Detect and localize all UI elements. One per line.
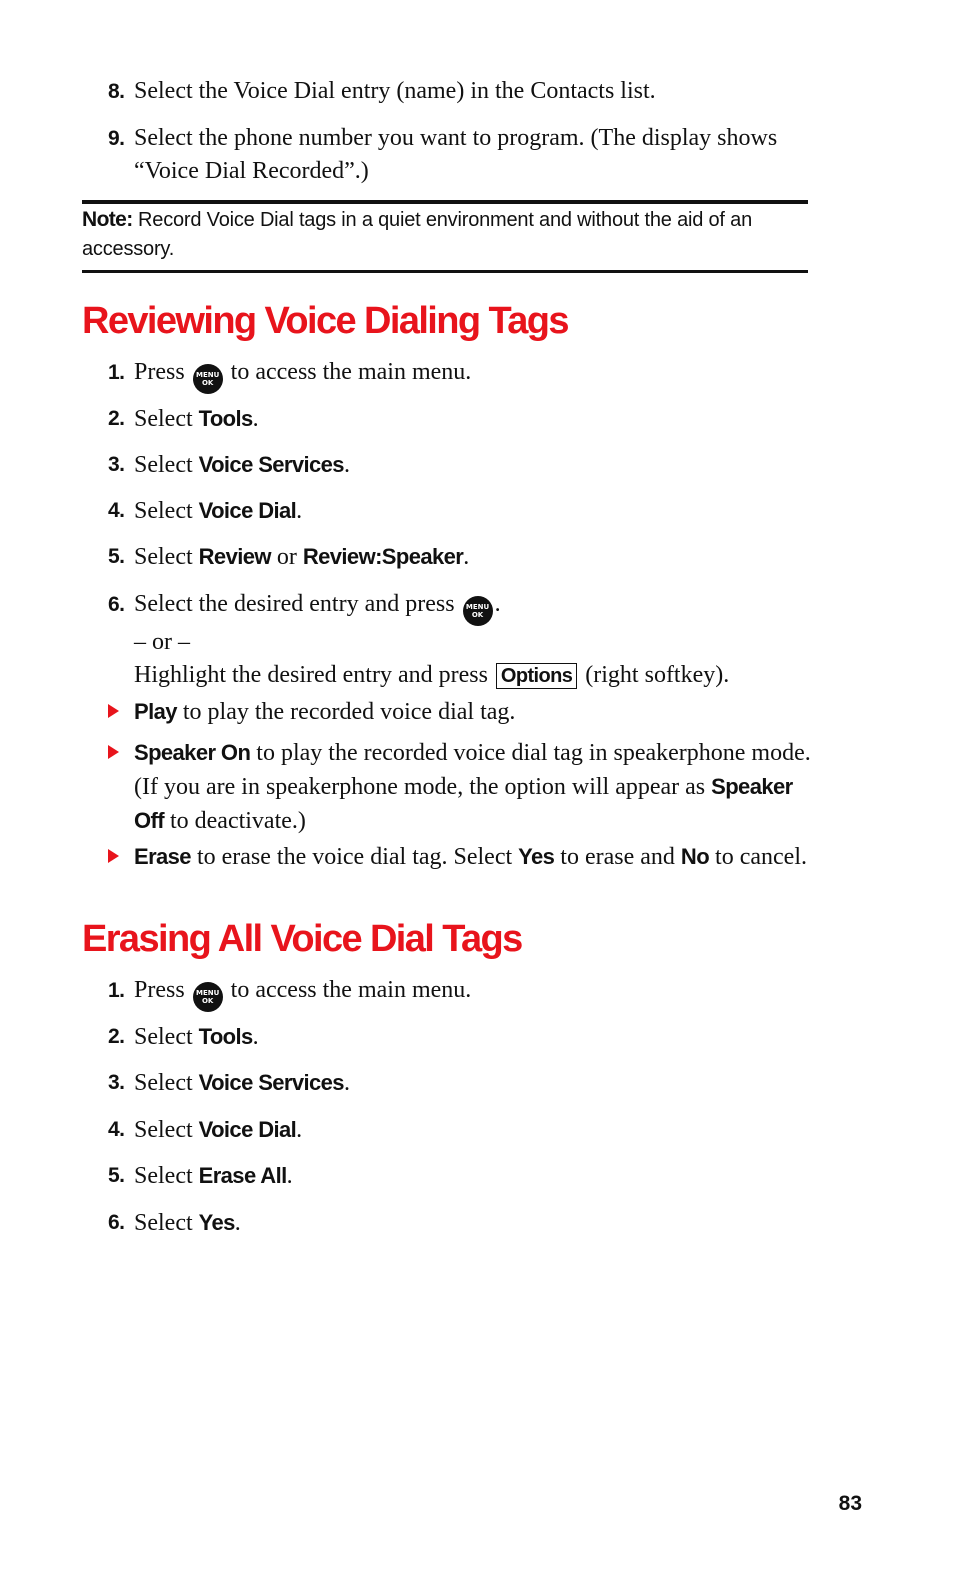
section-title-reviewing: Reviewing Voice Dialing Tags <box>82 300 568 342</box>
step-text: to access the main menu. <box>230 359 472 385</box>
step-text: Select <box>134 1070 193 1096</box>
menu-keyword: Voice Dial <box>198 498 297 523</box>
option-keyword: Yes <box>518 844 555 869</box>
step-8 <box>108 75 828 108</box>
option-keyword: Erase <box>134 844 191 869</box>
arrow-bullet-icon <box>108 849 119 863</box>
step-number: 2. <box>108 1025 125 1048</box>
step-number: 5. <box>108 1164 125 1187</box>
step-text: to access the main menu. <box>230 977 472 1003</box>
arrow-bullet-icon <box>108 704 119 718</box>
step-text: Select <box>134 1117 193 1143</box>
step-number: 1. <box>108 361 125 384</box>
note-top-rule <box>82 200 808 204</box>
step-number: 1. <box>108 979 125 1002</box>
step-text: Select <box>134 544 193 570</box>
erase-step-4: 4. Select Voice Dial. <box>108 1113 828 1147</box>
review-step-4: 4. Select Voice Dial. <box>108 494 828 528</box>
note-text: Record Voice Dial tags in a quiet environment and without the aid of an accessory. <box>82 209 752 260</box>
step-number: 4. <box>108 1118 125 1141</box>
option-keyword: Play <box>134 699 177 724</box>
step-text: (right softkey). <box>585 662 730 688</box>
step-text: Highlight the desired entry and press <box>134 662 488 688</box>
arrow-bullet-icon <box>108 745 119 759</box>
option-keyword: Speaker Off <box>134 774 793 833</box>
step-number: 9. <box>108 127 125 150</box>
step-text: Select the phone number you want to program. (The display shows “Voice Dial Recorded”.) <box>134 125 778 184</box>
step-text: Select the Voice Dial entry (name) in the Contacts list. <box>134 78 656 104</box>
option-text: to play the recorded voice dial tag in speakerphone mode. (If you are in speakerphone mode, the option will appear as <box>134 740 811 800</box>
step-text: Select <box>134 1163 193 1189</box>
step-number: 6. <box>108 1211 125 1234</box>
option-text: to deactivate.) <box>169 808 306 834</box>
step-9 <box>108 122 828 188</box>
options-softkey-label: Options <box>496 663 577 689</box>
page-number: 83 <box>838 1492 862 1515</box>
option-text: to play the recorded voice dial tag. <box>182 699 516 725</box>
step-text: Select <box>134 498 193 524</box>
note-box <box>82 205 808 264</box>
option-speaker <box>108 736 828 838</box>
option-keyword: Speaker On <box>134 740 251 765</box>
option-keyword: No <box>680 844 710 869</box>
erase-step-6: 6. Select Yes. <box>108 1206 828 1240</box>
option-text: to erase the voice dial tag. Select <box>196 844 513 870</box>
step-text: Select the desired entry and press <box>134 591 455 617</box>
step-number: 3. <box>108 453 125 476</box>
note-label: Note: <box>82 208 133 231</box>
menu-keyword: Voice Dial <box>198 1117 297 1142</box>
erase-step-2: 2. Select Tools. <box>108 1020 828 1054</box>
option-text: to cancel. <box>715 844 807 870</box>
menu-keyword: Yes <box>198 1210 235 1235</box>
menu-keyword: Erase All <box>198 1163 287 1188</box>
step-number: 8. <box>108 80 125 103</box>
option-play <box>108 695 828 729</box>
step-number: 3. <box>108 1071 125 1094</box>
erase-step-3: 3. Select Voice Services. <box>108 1066 828 1100</box>
menu-keyword: Review <box>198 544 271 569</box>
step-text: Press <box>134 977 185 1003</box>
review-step-3: 3. Select Voice Services. <box>108 448 828 482</box>
step-text: Select <box>134 452 193 478</box>
step-number: 5. <box>108 545 125 568</box>
option-text: to erase and <box>560 844 675 870</box>
menu-keyword: Voice Services <box>198 452 344 477</box>
review-step-2: 2. Select Tools. <box>108 402 828 436</box>
menu-ok-key-icon: MENU OK <box>193 982 223 1012</box>
step-number: 2. <box>108 407 125 430</box>
menu-keyword: Voice Services <box>198 1070 344 1095</box>
menu-ok-key-icon: MENU OK <box>463 596 493 626</box>
or-separator: – or – <box>134 629 190 655</box>
review-step-5: 5. Select Review or Review:Speaker. <box>108 540 828 574</box>
review-step-1 <box>108 356 828 394</box>
menu-ok-key-icon: MENU OK <box>193 364 223 394</box>
step-text: Select <box>134 1210 193 1236</box>
menu-keyword: Review:Speaker <box>302 544 464 569</box>
step-number: 4. <box>108 499 125 522</box>
section-title-erasing: Erasing All Voice Dial Tags <box>82 918 522 960</box>
step-number: 6. <box>108 593 125 616</box>
note-bottom-rule <box>82 270 808 273</box>
step-text: Select <box>134 1024 193 1050</box>
step-text: Select <box>134 406 193 432</box>
review-step-6: 6. Select the desired entry and press MENU OK . – or – Highlight the desired entry and press Options (right softkey). <box>108 588 828 692</box>
menu-keyword: Tools <box>198 1024 253 1049</box>
erase-step-1 <box>108 974 828 1012</box>
option-erase <box>108 840 828 874</box>
step-text: Press <box>134 359 185 385</box>
menu-keyword: Tools <box>198 406 253 431</box>
erase-step-5: 5. Select Erase All. <box>108 1159 828 1193</box>
